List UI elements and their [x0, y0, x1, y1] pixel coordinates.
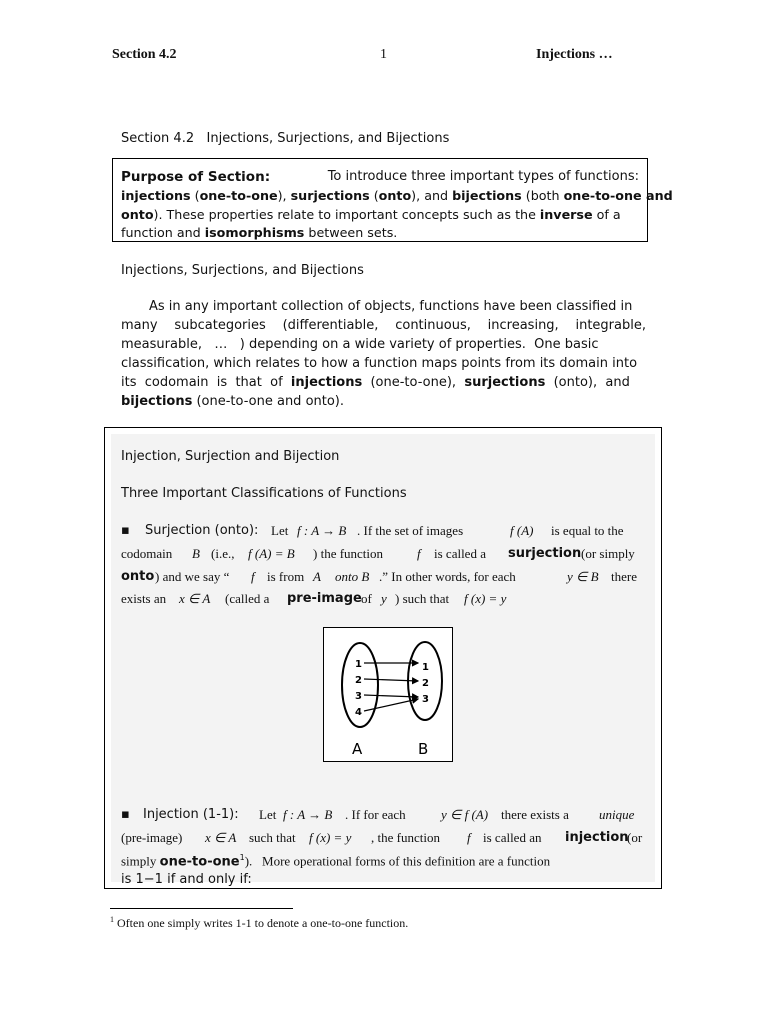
footnote-marker: 1	[110, 915, 114, 924]
text: (	[369, 188, 379, 203]
subheading: Injections, Surjections, and Bijections	[121, 263, 364, 278]
term-injections-intro: injections	[290, 375, 363, 390]
intro-line-6	[121, 394, 344, 409]
text: (i.e.,	[211, 546, 235, 561]
text: such that	[249, 830, 296, 845]
header-running-title: Injections …	[536, 47, 613, 62]
word: subcategories	[174, 318, 266, 333]
page-number: 1	[380, 47, 387, 62]
term-injection: injection	[565, 830, 629, 845]
term-onto: onto	[378, 188, 412, 203]
text: (or	[627, 830, 643, 845]
math-f-map: f : A → B	[283, 807, 333, 822]
word: many	[121, 318, 158, 333]
text: ), and	[411, 188, 453, 203]
purpose-line1-text: To introduce three important types of functions:	[327, 169, 639, 184]
text: ). These properties relate to important concepts such as the	[153, 207, 540, 222]
footnote-text: Often one simply writes 1-1 to denote a one-to-one function.	[114, 916, 409, 930]
purpose-line-4	[121, 225, 397, 240]
injection-line-3	[121, 853, 550, 869]
intro-line-1: As in any important collection of objects, functions have been classified in	[149, 299, 633, 314]
bullet-icon: ▪	[121, 523, 130, 538]
text: (pre-image)	[121, 830, 183, 845]
word: (differentiable,	[282, 318, 379, 333]
term-onto-box: onto	[121, 569, 155, 584]
intro-line-2	[121, 318, 646, 333]
math-a: A	[313, 569, 321, 584]
math-f-map: f : A → B	[297, 523, 347, 538]
text: (one-to-one),	[362, 375, 465, 390]
intro-line-5	[121, 375, 630, 390]
text: (one-to-one and onto).	[192, 394, 345, 409]
text: there exists a	[501, 807, 569, 822]
term-isomorphisms: isomorphisms	[204, 225, 305, 240]
text: (	[190, 188, 200, 203]
section-title: Section 4.2 Injections, Surjections, and Bijections	[121, 131, 450, 146]
term-onto-2: onto	[121, 207, 154, 222]
set-a-element-3: 3	[355, 691, 362, 702]
text: . If the set of images	[357, 523, 464, 538]
text: ) and we say “	[155, 569, 230, 584]
set-a-element-1: 1	[355, 659, 362, 670]
text: is called a	[434, 546, 486, 561]
footnote	[110, 915, 408, 931]
footnote-ref[interactable]: 1	[239, 853, 245, 862]
box-title: Injection, Surjection and Bijection	[121, 449, 340, 464]
purpose-line-1	[121, 169, 639, 185]
term-surjections-intro: surjections	[464, 375, 546, 390]
purpose-label: Purpose of Section:	[121, 169, 271, 185]
text: is from	[267, 569, 305, 584]
text: Let	[259, 807, 277, 822]
box-subtitle: Three Important Classifications of Functions	[121, 486, 407, 501]
emphasis-unique: unique	[599, 807, 635, 822]
text: between sets.	[304, 225, 398, 240]
mapping-arrow-2	[364, 679, 418, 681]
text: (both	[521, 188, 564, 203]
text: , the function	[371, 830, 440, 845]
text: (or simply	[581, 546, 635, 561]
text: ),	[277, 188, 291, 203]
surjection-diagram	[323, 627, 453, 762]
math-x-in-a: x ∈ A	[179, 591, 211, 606]
text: (onto), and	[545, 375, 630, 390]
set-a-label: A	[352, 740, 363, 758]
text: . If for each	[345, 807, 406, 822]
term-surjections: surjections	[290, 188, 370, 203]
intro-line-4: classification, which relates to how a function maps points from its domain into	[121, 356, 638, 371]
term-one-to-one-box: one-to-one	[159, 854, 240, 870]
word: increasing,	[487, 318, 559, 333]
math-f-a: f (A)	[510, 523, 534, 538]
text: exists an	[121, 591, 167, 606]
word: integrable,	[575, 318, 646, 333]
term-bijections-intro: bijections	[121, 394, 193, 409]
mapping-diagram-icon	[324, 628, 452, 761]
set-b-element-1: 1	[422, 662, 429, 673]
math-y-in-b: y ∈ B	[567, 569, 599, 584]
text: its codomain is that of	[121, 375, 291, 390]
bullet-icon: ▪	[121, 807, 130, 822]
purpose-line-3	[121, 207, 621, 222]
set-b-element-3: 3	[422, 694, 429, 705]
word: continuous,	[395, 318, 471, 333]
intro-line-3: measurable, … ) depending on a wide variety of properties. One basic	[121, 337, 599, 352]
text: Let	[271, 523, 289, 538]
term-pre-image: pre-image	[287, 591, 362, 606]
text: simply	[121, 853, 160, 869]
text: (called a	[225, 591, 270, 606]
mapping-arrow-4	[364, 699, 418, 711]
math-y: y	[381, 591, 387, 606]
math-fa-eq-b: f (A) = B	[248, 546, 295, 561]
math-x-in-a: x ∈ A	[205, 830, 237, 845]
surjection-label: Surjection (onto):	[145, 523, 259, 538]
math-y-in-fa: y ∈ f (A)	[441, 807, 489, 822]
term-one-to-one: one-to-one	[199, 188, 278, 203]
term-surjection: surjection	[508, 546, 582, 561]
math-fx-eq-y: f (x) = y	[309, 830, 352, 845]
text: there	[611, 569, 637, 584]
text: function and	[121, 225, 205, 240]
set-b-label: B	[418, 740, 429, 758]
math-b: B	[192, 546, 200, 561]
purpose-line-2	[121, 188, 673, 203]
footnote-rule	[110, 908, 293, 909]
text: of	[361, 591, 372, 606]
math-f: f	[417, 546, 421, 561]
text: of a	[592, 207, 621, 222]
set-b-element-2: 2	[422, 678, 429, 689]
set-a-element-2: 2	[355, 675, 362, 686]
math-f: f	[467, 830, 471, 845]
injection-line-4: is 1−1 if and only if:	[121, 872, 252, 887]
set-a-element-4: 4	[355, 707, 362, 718]
text: codomain	[121, 546, 173, 561]
term-inverse: inverse	[539, 207, 593, 222]
math-f: f	[251, 569, 255, 584]
text: .” In other words, for each	[379, 569, 516, 584]
term-bijections: bijections	[452, 188, 522, 203]
text: ) such that	[395, 591, 450, 606]
math-onto-b: onto B	[335, 569, 370, 584]
text: is called an	[483, 830, 542, 845]
term-one-to-one-and: one-to-one and	[563, 188, 673, 203]
purpose-box	[112, 158, 673, 242]
math-fx-eq-y: f (x) = y	[464, 591, 507, 606]
text: ) the function	[313, 546, 384, 561]
text: ). More operational forms of this definition are a function	[244, 853, 551, 869]
header-section-label: Section 4.2	[112, 47, 177, 62]
injection-label: Injection (1-1):	[143, 807, 239, 822]
text: is equal to the	[551, 523, 624, 538]
term-injections: injections	[121, 188, 191, 203]
